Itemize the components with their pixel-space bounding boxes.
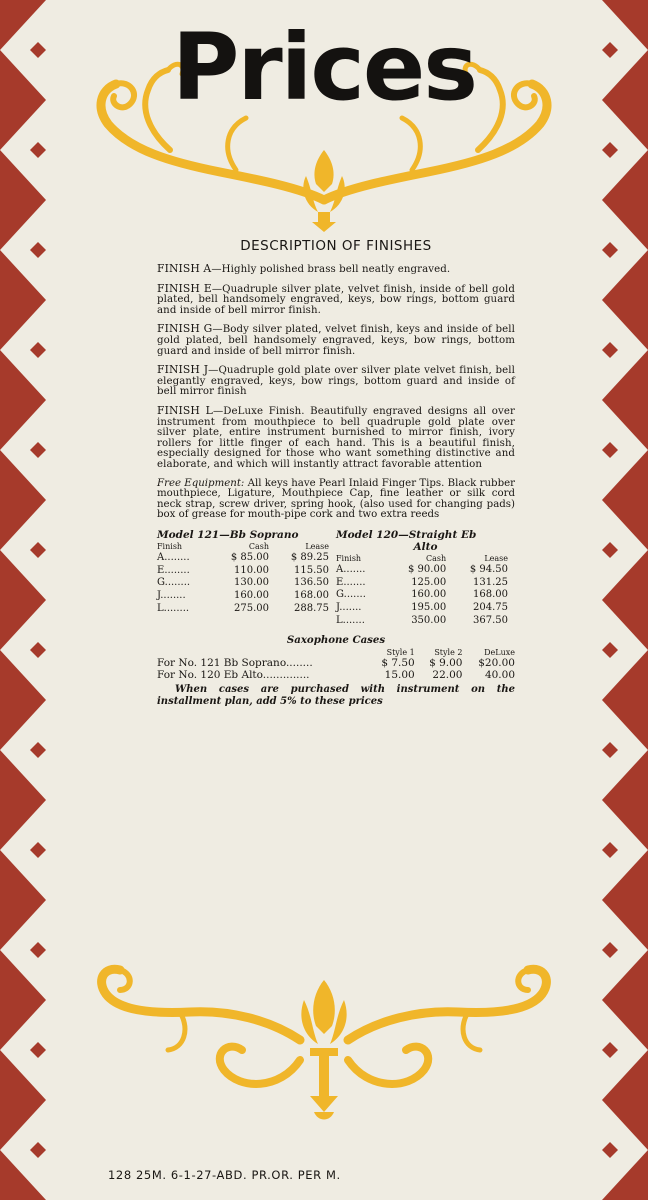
print-code-footer: 128 25M. 6-1-27-ABD. PR.OR. PER M. bbox=[108, 1168, 341, 1182]
finish-code: E........ bbox=[157, 564, 190, 576]
border-diamond bbox=[602, 1142, 618, 1158]
finish-label: FINISH J bbox=[157, 363, 209, 377]
border-diamond bbox=[30, 342, 46, 358]
installment-note: When cases are purchased with instrument on the installment plan, add 5% to these prices bbox=[157, 683, 515, 707]
bottom-fleur-ornament bbox=[301, 980, 346, 1120]
column-header: Style 2 bbox=[434, 647, 463, 657]
border-triangle bbox=[602, 350, 648, 450]
border-diamond bbox=[602, 242, 618, 258]
table-row bbox=[157, 565, 329, 578]
lease-price: 168.00 bbox=[294, 590, 329, 602]
border-diamond bbox=[30, 1042, 46, 1058]
finish-text: —DeLuxe Finish. Beautifully engraved designs all over instrument from mouthpiece to bell quadruple gold plate over silver plate, entire instrument burnished to mirror finish, ivory rollers for little finger of each hand. This is a beautiful finish, especially designed for those who want something distinctive and elaborate, and which will instantly attract favorable attention bbox=[157, 405, 515, 470]
finish-text: —Body silver plated, velvet finish, keys and inside of bell gold plated, bell handsomely engraved, keys, bow rings, bottom guard and inside of bell mirror finish. bbox=[157, 324, 515, 357]
finish-code: L....... bbox=[336, 615, 365, 627]
column-header: Style 1 bbox=[386, 647, 415, 657]
finish-label: FINISH E bbox=[157, 281, 212, 295]
finishes-list bbox=[157, 264, 515, 471]
border-diamond bbox=[602, 742, 618, 758]
table-row bbox=[336, 589, 508, 602]
border-diamond bbox=[602, 342, 618, 358]
border-diamond bbox=[602, 142, 618, 158]
cash-price: 195.00 bbox=[411, 602, 447, 614]
border-triangle bbox=[602, 450, 648, 550]
model-120-subtitle: Alto bbox=[413, 540, 438, 553]
cash-price: 160.00 bbox=[233, 590, 269, 602]
model-121-title: Model 121—Bb Soprano bbox=[157, 528, 299, 541]
table-row bbox=[336, 577, 508, 590]
model-120-title: Model 120—Straight Eb bbox=[336, 528, 477, 541]
lease-price: 136.50 bbox=[294, 577, 329, 589]
column-header: Cash bbox=[248, 541, 269, 551]
table-row bbox=[336, 564, 508, 577]
lease-price: 168.00 bbox=[473, 589, 508, 601]
border-triangle bbox=[602, 950, 648, 1050]
case-description: For No. 121 Bb Soprano........ bbox=[157, 656, 313, 669]
border-diamond bbox=[30, 542, 46, 558]
border-diamond bbox=[30, 742, 46, 758]
free-equipment bbox=[157, 479, 515, 521]
model-price-tables bbox=[157, 529, 515, 628]
cash-price: $ 90.00 bbox=[408, 563, 447, 575]
deluxe-price: $20.00 bbox=[478, 656, 515, 669]
finishes-heading: DESCRIPTION OF FINISHES bbox=[240, 238, 432, 254]
table-row bbox=[336, 615, 508, 628]
column-header: DeLuxe bbox=[484, 647, 515, 657]
lease-price: 115.50 bbox=[294, 564, 329, 576]
column-header: Finish bbox=[157, 541, 183, 551]
border-triangle bbox=[0, 250, 46, 350]
border-triangle bbox=[602, 1150, 648, 1200]
finish-text: —Highly polished brass bell neatly engraved. bbox=[211, 264, 451, 275]
finish-description bbox=[157, 365, 515, 398]
border-triangle bbox=[0, 1050, 46, 1150]
border-triangle bbox=[602, 550, 648, 650]
border-diamond bbox=[30, 442, 46, 458]
lease-price: 204.75 bbox=[473, 602, 508, 614]
table-row bbox=[157, 577, 329, 590]
cash-price: 110.00 bbox=[233, 564, 269, 576]
page-title: Prices bbox=[171, 14, 477, 121]
table-row bbox=[157, 552, 329, 565]
finish-code: G........ bbox=[157, 577, 191, 589]
lease-price: 131.25 bbox=[473, 576, 508, 588]
finish-description bbox=[157, 281, 515, 317]
border-diamond bbox=[602, 542, 618, 558]
border-triangle bbox=[602, 850, 648, 950]
border-diamond bbox=[30, 942, 46, 958]
column-header: Lease bbox=[484, 553, 508, 563]
column-header: Cash bbox=[426, 553, 447, 563]
border-triangle bbox=[0, 950, 46, 1050]
border-triangle bbox=[0, 350, 46, 450]
border-triangle bbox=[0, 550, 46, 650]
lease-price: $ 89.25 bbox=[290, 551, 329, 563]
border-triangle bbox=[602, 150, 648, 250]
finish-code: J........ bbox=[157, 590, 186, 602]
finish-code: L........ bbox=[157, 603, 190, 615]
table-row bbox=[336, 602, 508, 615]
finish-description bbox=[157, 264, 515, 276]
border-diamond bbox=[602, 942, 618, 958]
lease-price: 288.75 bbox=[294, 603, 329, 615]
style-1-price: 15.00 bbox=[384, 668, 415, 681]
column-header: Lease bbox=[305, 541, 329, 551]
border-triangle bbox=[0, 650, 46, 750]
border-diamond bbox=[30, 642, 46, 658]
lease-price: 367.50 bbox=[473, 615, 508, 627]
border-triangle bbox=[0, 450, 46, 550]
case-description: For No. 120 Eb Alto.............. bbox=[157, 668, 310, 681]
style-2-price: 22.00 bbox=[432, 668, 463, 681]
finish-label: FINISH G bbox=[157, 322, 213, 336]
border-triangle bbox=[602, 750, 648, 850]
right-zigzag-border bbox=[602, 0, 648, 1200]
cases-title: Saxophone Cases bbox=[286, 633, 386, 646]
top-fleur-ornament bbox=[303, 150, 344, 232]
cases-table bbox=[157, 648, 515, 681]
border-triangle bbox=[0, 150, 46, 250]
border-triangle bbox=[0, 850, 46, 950]
style-2-price: $ 9.00 bbox=[429, 656, 463, 669]
finish-code: E....... bbox=[336, 576, 366, 588]
finish-label: FINISH A bbox=[157, 262, 212, 275]
border-triangle bbox=[0, 750, 46, 850]
model-120-prices bbox=[336, 529, 515, 628]
finish-text: —Quadruple gold plate over silver plate velvet finish, bell elegantly engraved, keys, bow rings, bottom guard and inside of bell mirror finish bbox=[157, 365, 515, 398]
cash-price: 160.00 bbox=[411, 589, 447, 601]
cash-price: 125.00 bbox=[411, 576, 447, 588]
finish-description bbox=[157, 324, 515, 357]
free-equipment-text: All keys have Pearl Inlaid Finger Tips. Black rubber mouthpiece, Ligature, Mouthpiece Cap, fine leather or silk cord neck strap, screw driver, spring hook, (also used for changing pads) box of grease for mouth-pipe cork and two extra reeds bbox=[157, 477, 515, 521]
finish-code: J....... bbox=[336, 602, 362, 614]
cash-price: $ 85.00 bbox=[230, 551, 269, 563]
border-diamond bbox=[602, 842, 618, 858]
model-121-table bbox=[157, 541, 329, 616]
cash-price: 275.00 bbox=[233, 603, 269, 615]
finish-code: A....... bbox=[336, 563, 366, 575]
finish-text: —Quadruple silver plate, velvet finish, inside of bell gold plated, bell handsomely engraved, keys, bow rings, bottom guard and inside of bell mirror finish. bbox=[157, 283, 515, 316]
model-121-prices bbox=[157, 529, 336, 628]
border-diamond bbox=[30, 142, 46, 158]
model-120-table bbox=[336, 553, 508, 628]
border-triangle bbox=[602, 1050, 648, 1150]
border-diamond bbox=[602, 1042, 618, 1058]
border-triangle bbox=[602, 250, 648, 350]
cash-price: 130.00 bbox=[233, 577, 269, 589]
finish-label: FINISH L bbox=[157, 403, 213, 417]
finish-code: A........ bbox=[157, 551, 190, 563]
table-row bbox=[157, 603, 329, 616]
table-row bbox=[157, 669, 515, 681]
style-1-price: $ 7.50 bbox=[381, 656, 415, 669]
border-triangle bbox=[602, 650, 648, 750]
finish-code: G....... bbox=[336, 589, 366, 601]
finish-description bbox=[157, 403, 515, 471]
border-diamond bbox=[30, 1142, 46, 1158]
price-content bbox=[157, 238, 515, 708]
deluxe-price: 40.00 bbox=[484, 668, 515, 681]
border-diamond bbox=[602, 642, 618, 658]
lease-price: $ 94.50 bbox=[469, 563, 508, 575]
border-diamond bbox=[30, 842, 46, 858]
table-row bbox=[157, 590, 329, 603]
table-row bbox=[157, 657, 515, 669]
left-zigzag-border bbox=[0, 0, 46, 1200]
border-triangle bbox=[0, 1150, 46, 1200]
border-diamond bbox=[30, 242, 46, 258]
cash-price: 350.00 bbox=[411, 615, 447, 627]
column-header: Finish bbox=[336, 553, 362, 563]
border-diamond bbox=[602, 442, 618, 458]
free-equipment-label: Free Equipment: bbox=[157, 477, 245, 489]
